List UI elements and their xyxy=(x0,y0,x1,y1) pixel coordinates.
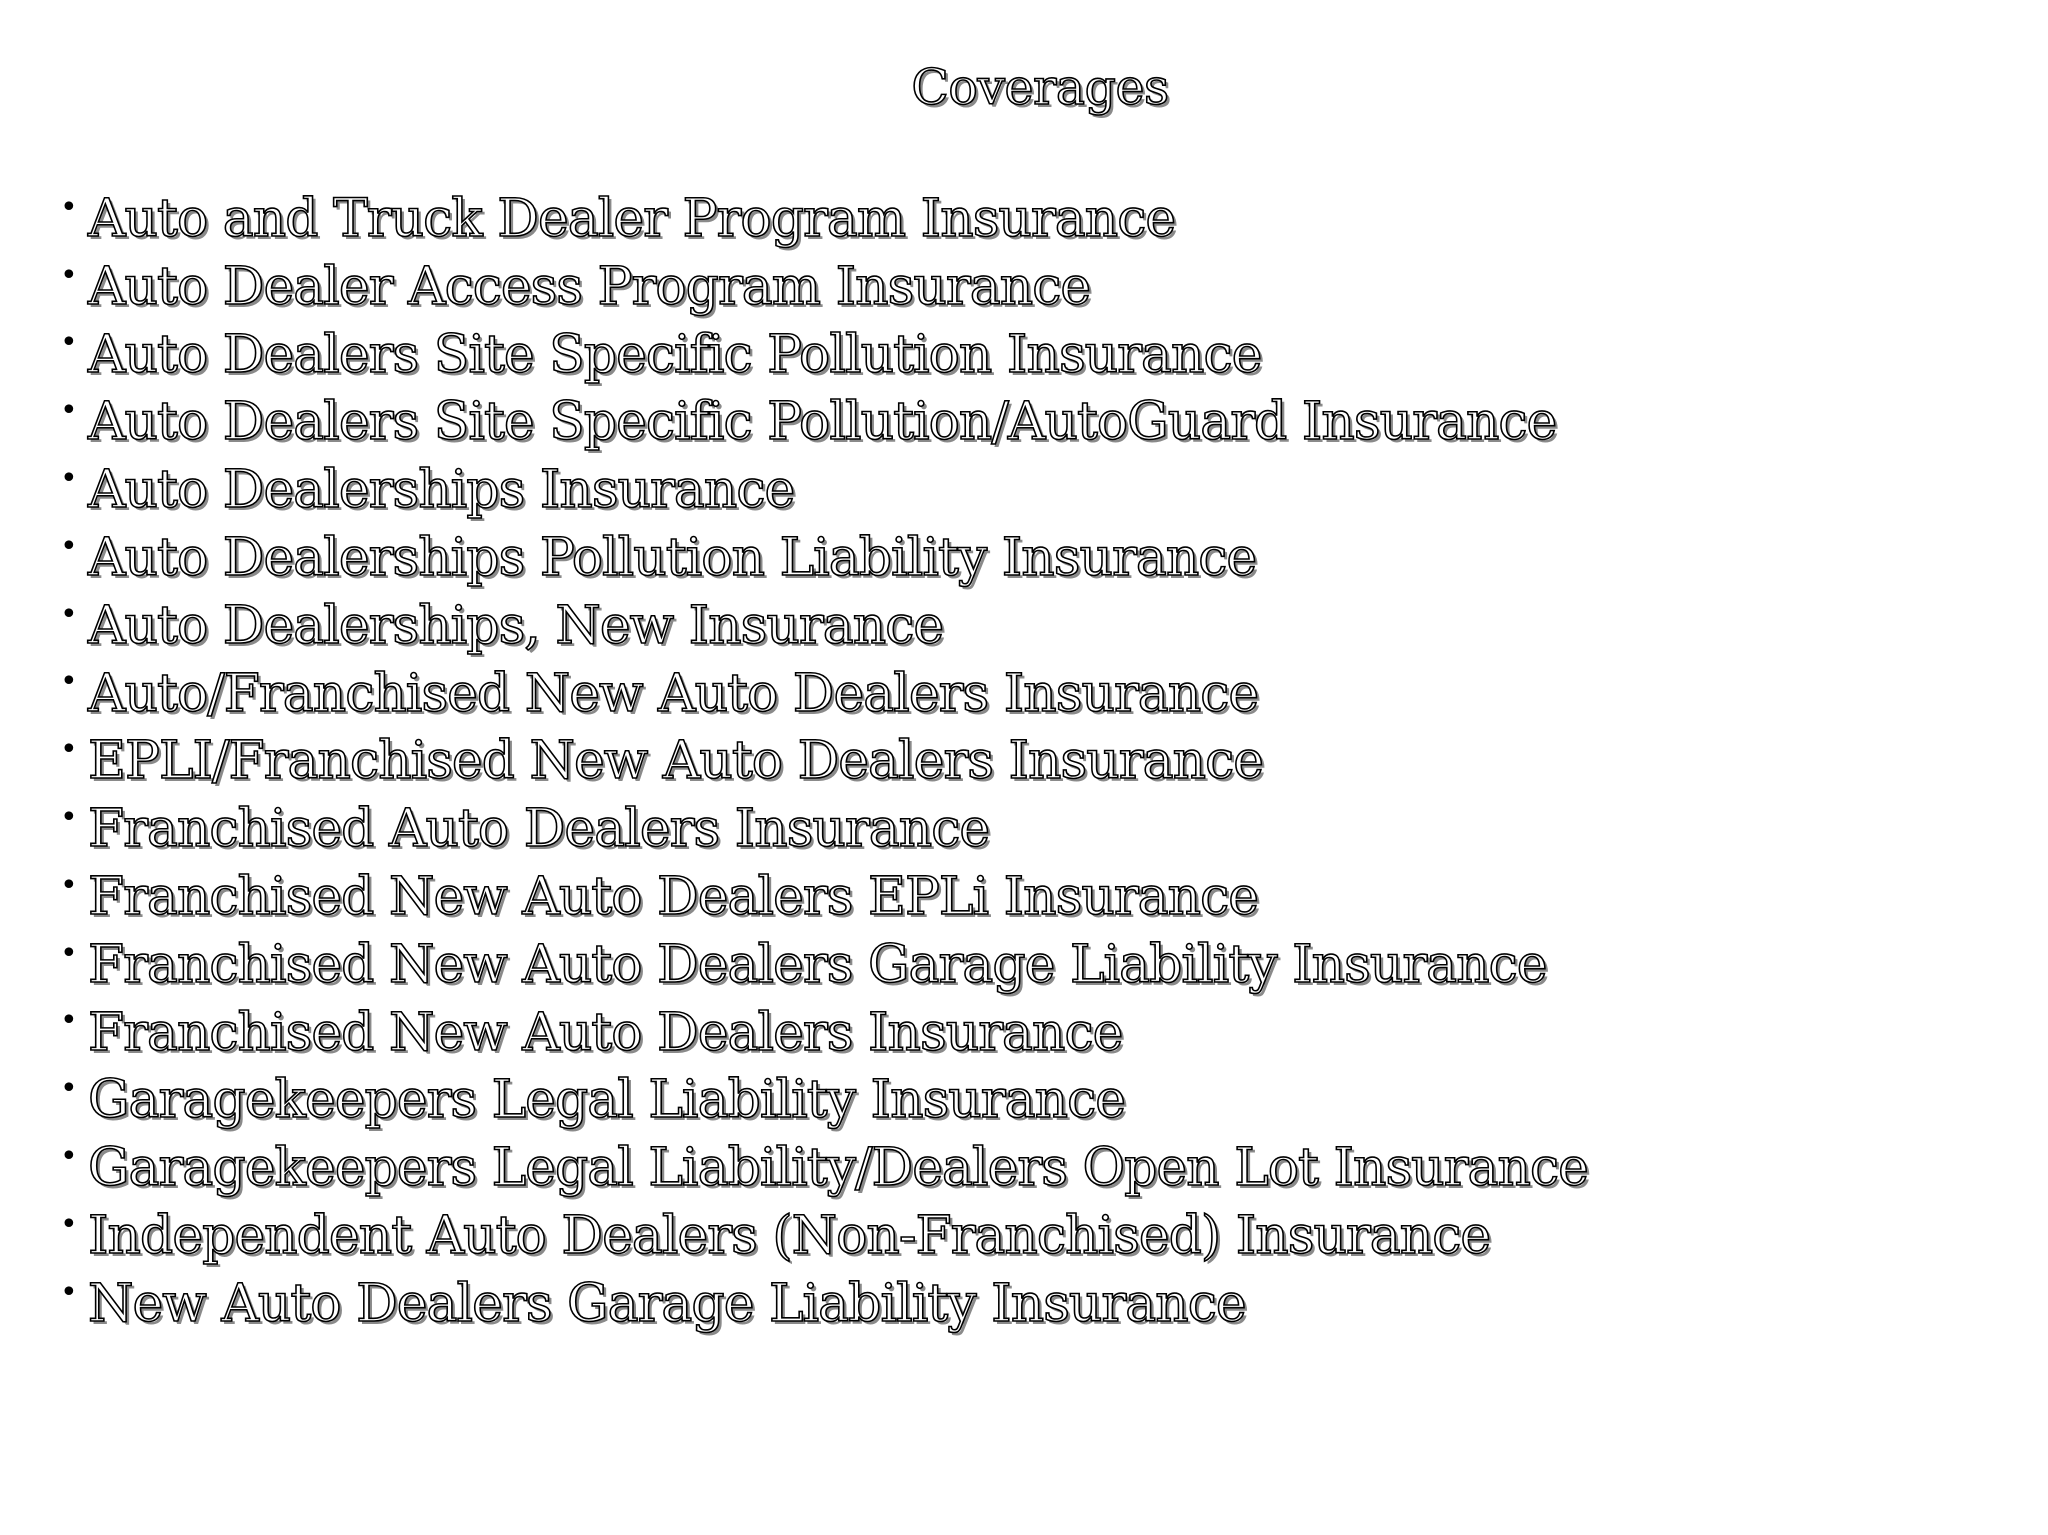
bullet-icon: • xyxy=(60,1139,78,1175)
bullet-icon: • xyxy=(60,596,78,632)
list-item xyxy=(60,525,1588,593)
list-item xyxy=(60,728,1588,796)
bullet-icon: • xyxy=(60,257,78,293)
bullet-icon: • xyxy=(60,1003,78,1039)
coverage-label: Independent Auto Dealers (Non-Franchised) Insurance xyxy=(88,1205,1491,1266)
bullet-icon: • xyxy=(60,867,78,903)
bullet-icon: • xyxy=(60,664,78,700)
bullet-icon: • xyxy=(60,1274,78,1310)
coverage-label: Auto Dealerships Insurance xyxy=(88,460,795,521)
coverage-label: Franchised Auto Dealers Insurance xyxy=(88,799,990,860)
coverage-label: New Auto Dealers Garage Liability Insurance xyxy=(88,1273,1246,1334)
list-item xyxy=(60,593,1588,661)
list-item xyxy=(60,932,1588,1000)
coverage-label: Auto Dealerships Pollution Liability Insurance xyxy=(88,527,1257,588)
coverage-label: EPLI/Franchised New Auto Dealers Insurance xyxy=(88,731,1263,792)
coverage-label: Auto Dealers Site Specific Pollution Insurance xyxy=(88,324,1262,385)
bullet-icon: • xyxy=(60,325,78,361)
coverage-label: Franchised New Auto Dealers Garage Liability Insurance xyxy=(88,934,1547,995)
list-item xyxy=(60,1203,1588,1271)
list-item xyxy=(60,1067,1588,1135)
list-item xyxy=(60,389,1588,457)
bullet-icon: • xyxy=(60,528,78,564)
bullet-icon: • xyxy=(60,935,78,971)
list-item xyxy=(60,1271,1588,1339)
coverage-label: Franchised New Auto Dealers Insurance xyxy=(88,1002,1123,1063)
bullet-icon: • xyxy=(60,1071,78,1107)
bullet-icon: • xyxy=(60,1206,78,1242)
list-item xyxy=(60,661,1588,729)
list-item xyxy=(60,254,1588,322)
list-item xyxy=(60,864,1588,932)
coverage-label: Auto Dealerships, New Insurance xyxy=(88,595,944,656)
page-title: Coverages xyxy=(911,59,1169,116)
coverage-label: Auto Dealer Access Program Insurance xyxy=(88,256,1091,317)
list-item xyxy=(60,186,1588,254)
bullet-icon: • xyxy=(60,393,78,429)
bullet-icon: • xyxy=(60,189,78,225)
list-item xyxy=(60,1000,1588,1068)
coverage-label: Franchised New Auto Dealers EPLi Insurance xyxy=(88,866,1259,927)
bullet-icon: • xyxy=(60,732,78,768)
coverage-label: Auto and Truck Dealer Program Insurance xyxy=(88,189,1176,249)
bullet-icon: • xyxy=(60,800,78,836)
coverage-label: Garagekeepers Legal Liability/Dealers Open Lot Insurance xyxy=(88,1138,1588,1199)
bullet-icon: • xyxy=(60,461,78,497)
coverage-label: Auto/Franchised New Auto Dealers Insurance xyxy=(88,663,1259,724)
coverage-list xyxy=(60,186,1588,1339)
list-item xyxy=(60,796,1588,864)
list-item xyxy=(60,1135,1588,1203)
list-item xyxy=(60,322,1588,390)
coverage-label: Auto Dealers Site Specific Pollution/AutoGuard Insurance xyxy=(88,392,1557,453)
coverage-label: Garagekeepers Legal Liability Insurance xyxy=(88,1070,1126,1131)
list-item xyxy=(60,457,1588,525)
